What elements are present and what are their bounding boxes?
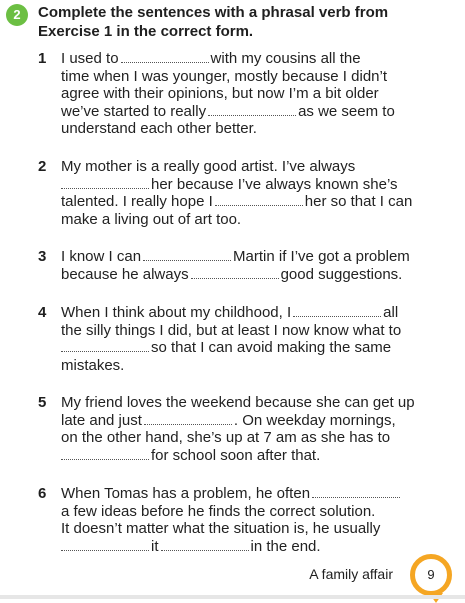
answer-blank[interactable] <box>143 259 231 261</box>
text-segment: mistakes. <box>61 356 125 374</box>
answer-blank[interactable] <box>144 423 232 425</box>
item-number: 4 <box>38 304 47 321</box>
answer-blank[interactable] <box>61 350 149 352</box>
text-segment: talented. I really hope I <box>61 193 213 210</box>
answer-blank[interactable] <box>191 277 279 279</box>
text-segment: It doesn’t matter what the situation is, he usually <box>61 520 381 537</box>
unit-title: A family affair <box>309 566 393 582</box>
item-number: 1 <box>38 50 47 67</box>
text-segment: her so that I can <box>304 193 413 210</box>
text-segment: good suggestions. <box>280 265 403 283</box>
text-segment: understand each other better. <box>61 120 257 137</box>
item-text <box>61 485 421 555</box>
answer-blank[interactable] <box>293 315 381 317</box>
text-segment: When Tomas has a problem, he often <box>61 485 311 502</box>
item-number: 5 <box>38 394 47 411</box>
item-number: 2 <box>38 158 47 175</box>
exercise-number-badge: 2 <box>6 4 28 26</box>
page-number-badge: 9 <box>410 554 452 596</box>
text-segment: My mother is a really good artist. I’ve always <box>61 158 356 175</box>
text-segment: agree with their opinions, but now I’m a bit older <box>61 85 379 102</box>
text-segment: as we seem to <box>298 102 395 120</box>
text-segment: time when I was younger, mostly because I didn’t <box>61 67 388 85</box>
text-segment: her because I’ve always known she’s <box>151 175 398 193</box>
text-segment: a few ideas before he finds the correct solution. <box>61 502 376 520</box>
instruction-line-1: Complete the sentences with a phrasal verb from <box>38 4 389 21</box>
text-segment: all <box>383 304 399 321</box>
text-segment: in the end. <box>250 537 321 555</box>
text-segment: for school soon after that. <box>151 446 321 464</box>
instruction-line-2: Exercise 1 in the correct form. <box>38 23 254 40</box>
text-segment: make a living out of art too. <box>61 210 242 228</box>
item-number: 6 <box>38 485 47 502</box>
text-segment: late and just <box>61 411 142 429</box>
text-segment: the silly things I did, but at least I now know what to <box>61 321 402 339</box>
answer-blank[interactable] <box>61 187 149 189</box>
answer-blank[interactable] <box>215 204 303 206</box>
text-segment: My friend loves the weekend because she can get up <box>61 394 415 411</box>
bottom-divider <box>0 595 465 599</box>
item-text <box>61 50 421 138</box>
text-segment: I know I can <box>61 248 142 265</box>
exercise-instruction <box>38 3 438 41</box>
page-footer <box>0 548 465 599</box>
text-segment: When I think about my childhood, I <box>61 304 292 321</box>
text-segment: it <box>151 537 159 555</box>
text-segment: Martin if I’ve got a problem <box>233 248 410 265</box>
answer-blank[interactable] <box>208 114 296 116</box>
item-text <box>61 248 421 283</box>
item-number: 3 <box>38 248 47 265</box>
answer-blank[interactable] <box>61 458 149 460</box>
item-text <box>61 304 421 374</box>
text-segment: I used to <box>61 50 119 67</box>
text-segment: . On weekday mornings, <box>233 411 396 429</box>
text-segment: we’ve started to really <box>61 102 207 120</box>
item-text <box>61 394 421 464</box>
answer-blank[interactable] <box>121 61 209 63</box>
text-segment: because he always <box>61 265 189 283</box>
text-segment: on the other hand, she’s up at 7 am as she has to <box>61 429 391 446</box>
text-segment: with my cousins all the <box>210 50 361 67</box>
answer-blank[interactable] <box>312 496 400 498</box>
text-segment: so that I can avoid making the same <box>151 339 392 356</box>
item-text <box>61 158 421 228</box>
